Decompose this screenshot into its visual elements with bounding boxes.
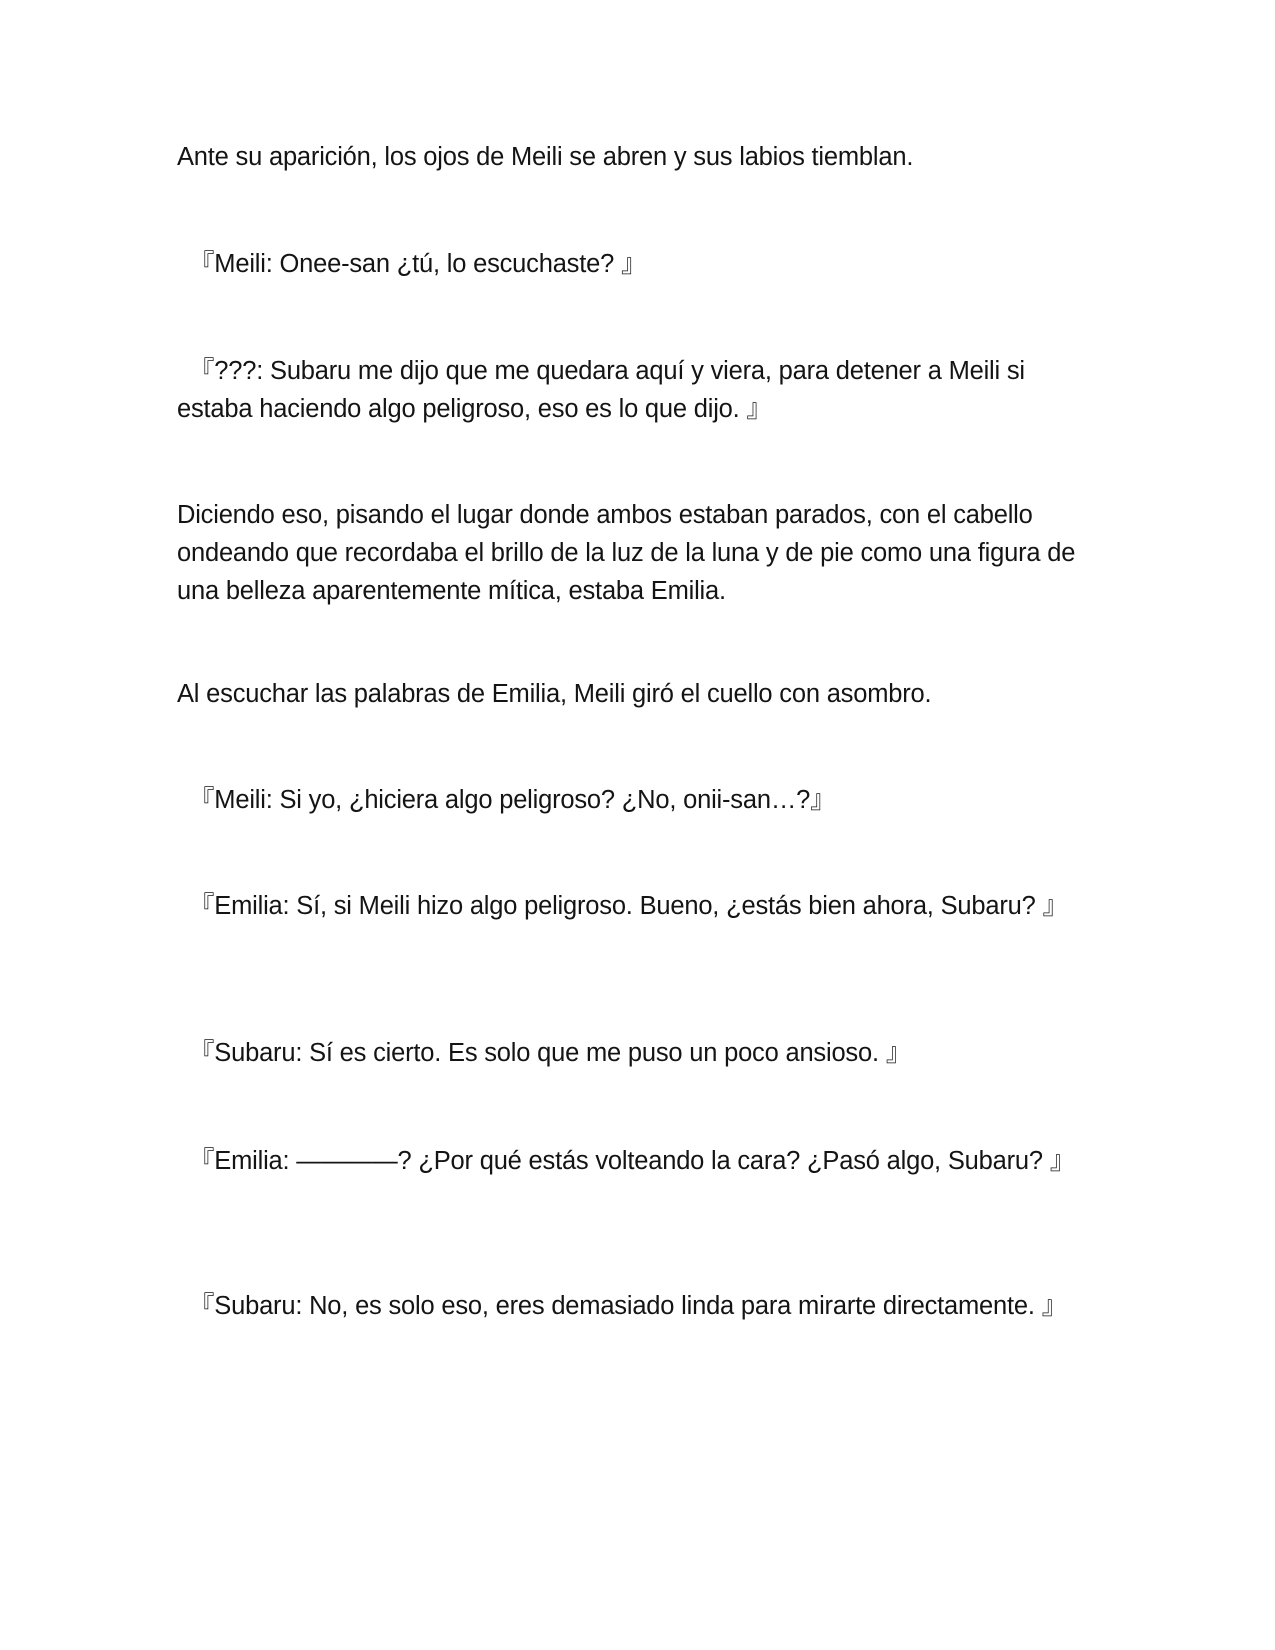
paragraph-dialogue-unknown: 『???: Subaru me dijo que me quedara aquí y viera, para detener a Meili si estaba haciendo algo peligroso, eso es lo que dijo. 』 — [177, 357, 1025, 423]
paragraph-dialogue-emilia: 『Emilia: ————? ¿Por qué estás volteando la cara? ¿Pasó algo, Subaru? 』 — [189, 1147, 1076, 1175]
paragraph-narration: Diciendo eso, pisando el lugar donde ambos estaban parados, con el cabello ondeando que recordaba el brillo de la luz de la luna y de pie como una figura de una belleza aparentemente mítica, estaba Emilia. — [177, 501, 1076, 605]
paragraph-dialogue-subaru: 『Subaru: No, es solo eso, eres demasiado linda para mirarte directamente. 』 — [189, 1292, 1067, 1320]
paragraph-dialogue-meili: 『Meili: Onee-san ¿tú, lo escuchaste? 』 — [189, 250, 647, 278]
paragraph-narration: Ante su aparición, los ojos de Meili se abren y sus labios tiemblan. — [177, 143, 914, 171]
paragraph-dialogue-meili: 『Meili: Si yo, ¿hiciera algo peligroso? ¿No, onii-san…?』 — [189, 786, 836, 814]
paragraph-narration: Al escuchar las palabras de Emilia, Meili giró el cuello con asombro. — [177, 680, 932, 708]
paragraph-dialogue-subaru: 『Subaru: Sí es cierto. Es solo que me puso un poco ansioso. 』 — [189, 1039, 912, 1067]
paragraph-dialogue-emilia: 『Emilia: Sí, si Meili hizo algo peligroso. Bueno, ¿estás bien ahora, Subaru? 』 — [189, 892, 1068, 920]
